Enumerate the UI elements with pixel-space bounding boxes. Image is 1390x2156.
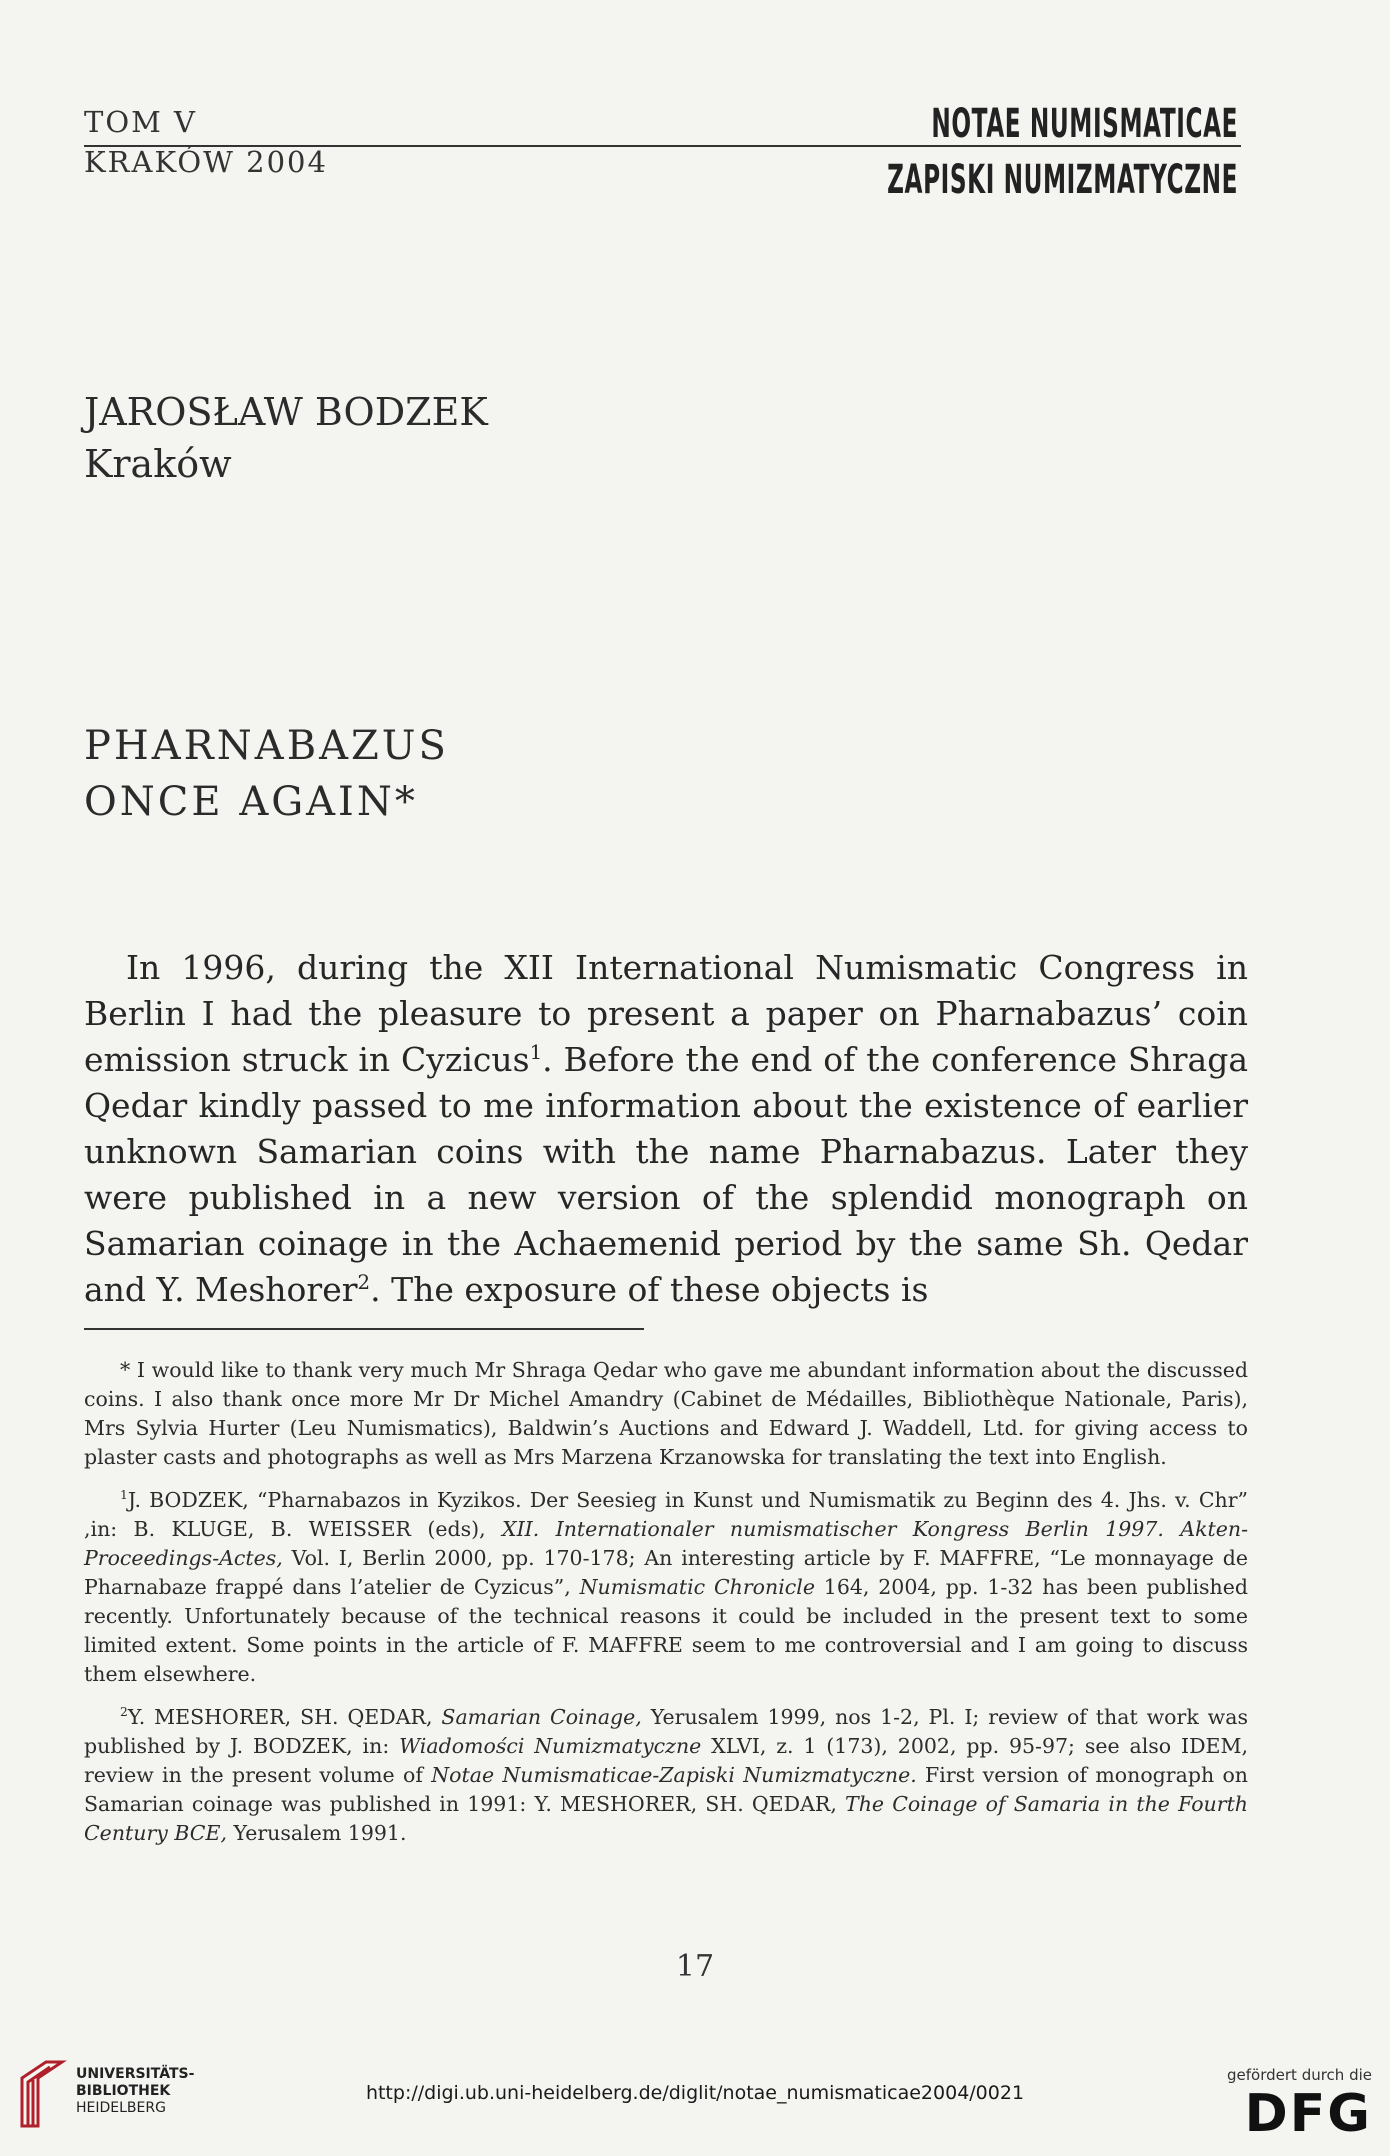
journal-title-line1: NOTAE NUMISMATICAE — [931, 101, 1238, 147]
page-number: 17 — [675, 1949, 715, 1984]
article-title-line2: ONCE AGAIN* — [84, 779, 418, 825]
funding-caption: gefördert durch die — [1227, 2066, 1372, 2084]
article-title — [84, 718, 449, 830]
footnote-marker: 2 — [120, 1705, 128, 1720]
footnotes — [84, 1356, 1248, 1862]
footnote-marker: 1 — [120, 1488, 128, 1503]
author-block — [84, 386, 488, 490]
author-city: Kraków — [84, 442, 232, 486]
footnote-2: $^2$Y. MESHORER, SH. QEDAR, Samarian Coinage, Yerusalem 1999, nos 1-2, Pl. I; review of that work was published by J. BODZEK, in: Wiadomości Numizmatyczne XLVI, z. 1 (173), 2002, pp. 95-97; see also IDEM, review in the present volume of Notae Numismaticae-Zapiski Numizmatyczne. First version of monograph on Samarian coinage was published in 1991: Y. MESHORER, SH. QEDAR, The Coinage of Samaria in the Fourth Century BCE, Yerusalem 1991. — [84, 1705, 1249, 1845]
library-name-line3: HEIDELBERG — [76, 2100, 166, 2116]
author-name: JAROSŁAW BODZEK — [84, 390, 488, 434]
body-paragraph: In 1996, during the XII International Numismatic Congress in Berlin I had the pleasure to present a paper on Pharnabazus’ coin emission struck in Cyzicus$^1$. Before the end of the conference Shraga Qedar kindly passed to me information about the existence of earlier unknown Samarian coins with the name Pharnabazus. Later they were published in a new version of the splendid monograph on Samarian coinage in the Achaemenid period by the same Sh. Qedar and Y. Meshorer$^2$. The exposure of these objects is — [84, 948, 1249, 1309]
dfg-logo: DFG — [1244, 2084, 1372, 2144]
footnote-1: $^1$J. BODZEK, “Pharnabazos in Kyzikos. Der Seesieg in Kunst und Numismatik zu Beginn des 4. Jhs. v. Chr” ,in: B. KLUGE, B. WEISSER (eds), XII. Internationaler numismatischer Kongress Berlin 1997. Akten-Proceedings-Actes, Vol. I, Berlin 2000, pp. 170-178; An interesting article by F. MAFFRE, “Le monnayage de Pharnabaze frappé dans l’atelier de Cyzicus”, Numismatic Chronicle 164, 2004, pp. 1-32 has been published recently. Unfortunately because of the technical reasons it could be included in the present text to some limited extent. Some points in the article of F. MAFFRE seem to me controversial and I am going to discuss them elsewhere. — [84, 1488, 1248, 1686]
library-name-line1: UNIVERSITÄTS- — [76, 2066, 195, 2082]
running-header-left — [84, 102, 328, 182]
footnote-separator — [84, 1328, 644, 1330]
footnote-star: * I would like to thank very much Mr Shraga Qedar who gave me abundant information about the discussed coins. I also thank once more Mr Dr Michel Amandry (Cabinet de Médailles, Bibliothèque Nationale, Paris), Mrs Sylvia Hurter (Leu Numismatics), Baldwin’s Auctions and Edward J. Waddell, Ltd. for giving access to plaster casts and photographs as well as Mrs Marzena Krzanowska for translating the text into English. — [84, 1358, 1248, 1469]
journal-title-line2: ZAPISKI NUMIZMATYCZNE — [887, 157, 1238, 203]
city-year-label: KRAKÓW 2004 — [84, 145, 328, 179]
source-url-link[interactable]: http://digi.ub.uni-heidelberg.de/diglit/notae_numismaticae2004/0021 — [365, 2082, 1025, 2104]
journal-title — [887, 96, 1238, 208]
footnote-ref-2[interactable]: 2 — [357, 1271, 371, 1294]
body-text — [84, 945, 1248, 1313]
footnote-ref-1[interactable]: 1 — [529, 1041, 543, 1064]
header-rule — [84, 145, 1241, 147]
article-title-line1: PHARNABAZUS — [84, 723, 449, 769]
library-name-line2: BIBLIOTHEK — [76, 2083, 171, 2099]
volume-label: TOM V — [84, 105, 197, 139]
